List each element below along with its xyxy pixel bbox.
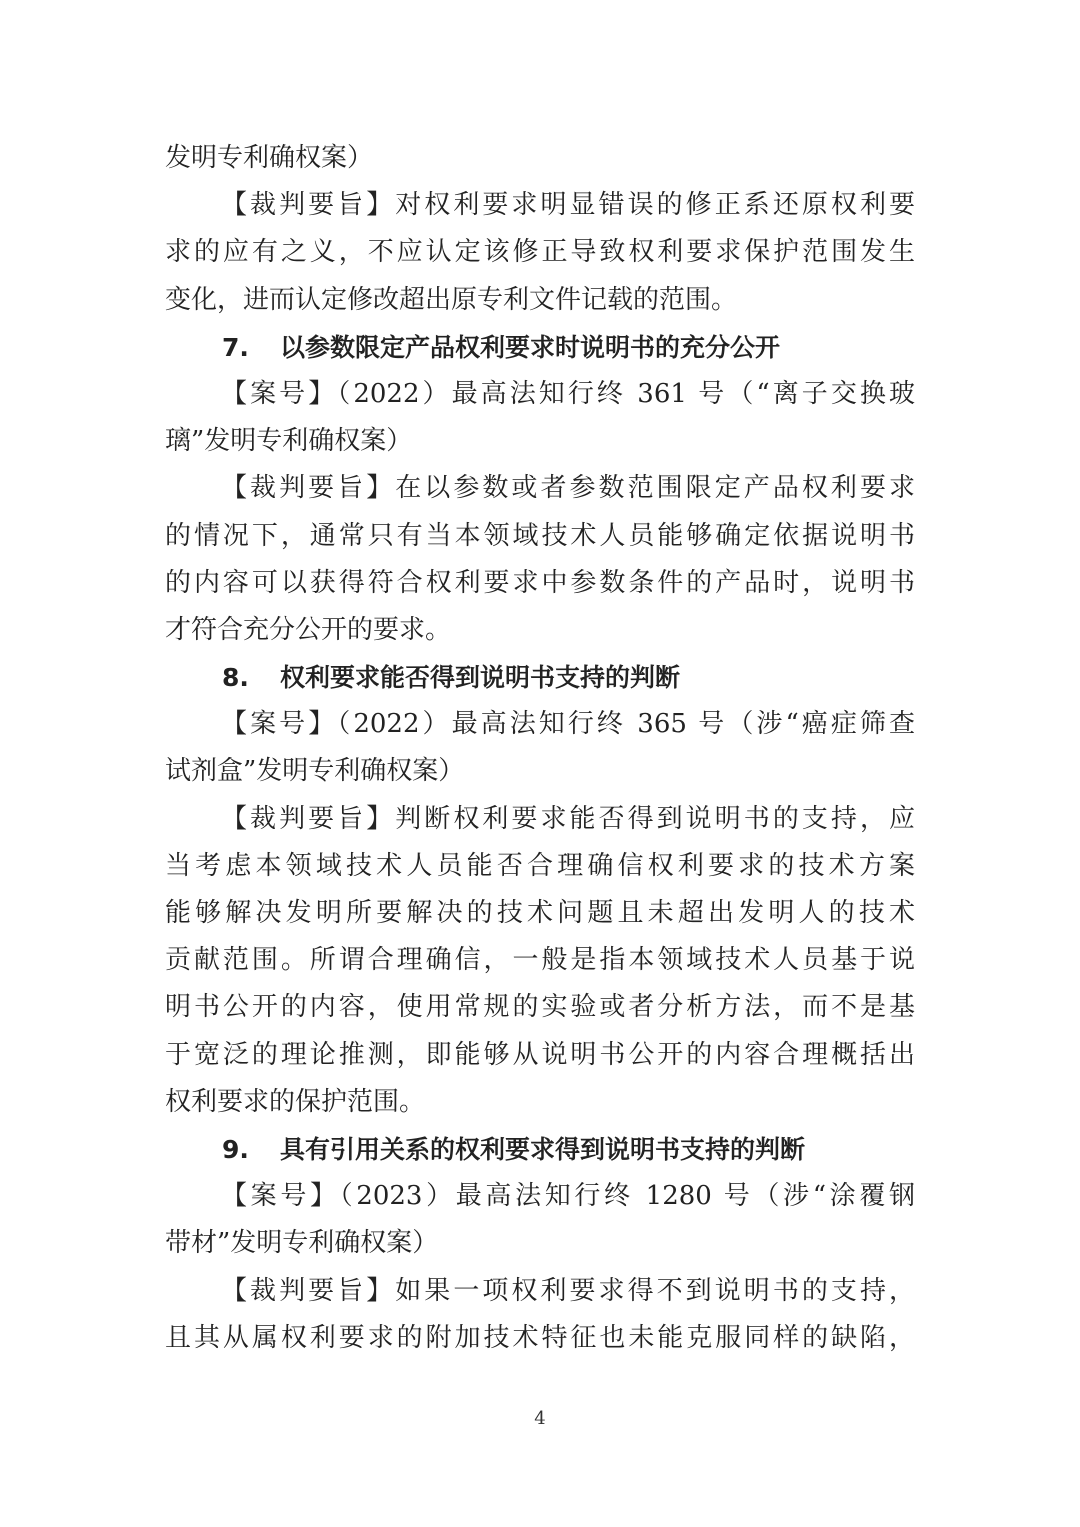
section-title: 以参数限定产品权利要求时说明书的充分公开: [280, 332, 781, 362]
text-line: 的情况下，通常只有当本领域技术人员能够确定依据说明书: [165, 520, 915, 551]
text-line: 权利要求的保护范围。: [165, 1086, 426, 1117]
section-heading: [165, 654, 915, 701]
text-line: 才符合充分公开的要求。: [165, 614, 452, 645]
section-number: 8.: [222, 663, 249, 693]
text-line: 【裁判要旨】对权利要求明显错误的修正系还原权利要: [221, 190, 915, 221]
text-line: 变化，进而认定修改超出原专利文件记载的范围。: [165, 284, 738, 315]
text-line: 【案号】（2023）最高法知行终 1280 号（涉“涂覆钢: [221, 1181, 915, 1212]
text-line: 发明专利确权案）: [165, 143, 374, 173]
text-line: 求的应有之义，不应认定该修正导致权利要求保护范围发生: [165, 237, 915, 268]
text-line: 【裁判要旨】如果一项权利要求得不到说明书的支持，: [221, 1275, 915, 1306]
text-line: 且其从属权利要求的附加技术特征也未能克服同样的缺陷，: [165, 1322, 915, 1353]
page-number: 4: [534, 1408, 546, 1429]
text-line: 明书公开的内容，使用常规的实验或者分析方法，而不是基: [165, 992, 915, 1023]
section-title: 权利要求能否得到说明书支持的判断: [280, 663, 681, 693]
text-line: 【裁判要旨】判断权利要求能否得到说明书的支持，应: [221, 803, 915, 834]
text-line: 【裁判要旨】在以参数或者参数范围限定产品权利要求: [221, 473, 915, 504]
text-line: 试剂盒”发明专利确权案）: [165, 756, 465, 787]
text-line: 璃”发明专利确权案）: [165, 426, 413, 457]
section-number: 7.: [222, 332, 249, 362]
text-line: 的内容可以获得符合权利要求中参数条件的产品时，说明书: [165, 567, 915, 598]
text-line: 于宽泛的理论推测，即能够从说明书公开的内容合理概括出: [165, 1039, 915, 1070]
document-body: [165, 135, 915, 1362]
section-heading: [165, 1126, 915, 1173]
section-number: 9.: [222, 1134, 249, 1164]
section-heading: [165, 324, 915, 371]
text-line: 贡献范围。所谓合理确信，一般是指本领域技术人员基于说: [165, 945, 915, 976]
text-line: 带材”发明专利确权案）: [165, 1228, 439, 1259]
section-title: 具有引用关系的权利要求得到说明书支持的判断: [280, 1134, 806, 1164]
text-line: 当考虑本领域技术人员能否合理确信权利要求的技术方案: [165, 850, 915, 881]
text-line: 【案号】（2022）最高法知行终 361 号（“离子交换玻: [221, 378, 915, 409]
text-line: 能够解决发明所要解决的技术问题且未超出发明人的技术: [165, 898, 915, 928]
text-line: 【案号】（2022）最高法知行终 365 号（涉“癌症筛查: [221, 709, 915, 740]
